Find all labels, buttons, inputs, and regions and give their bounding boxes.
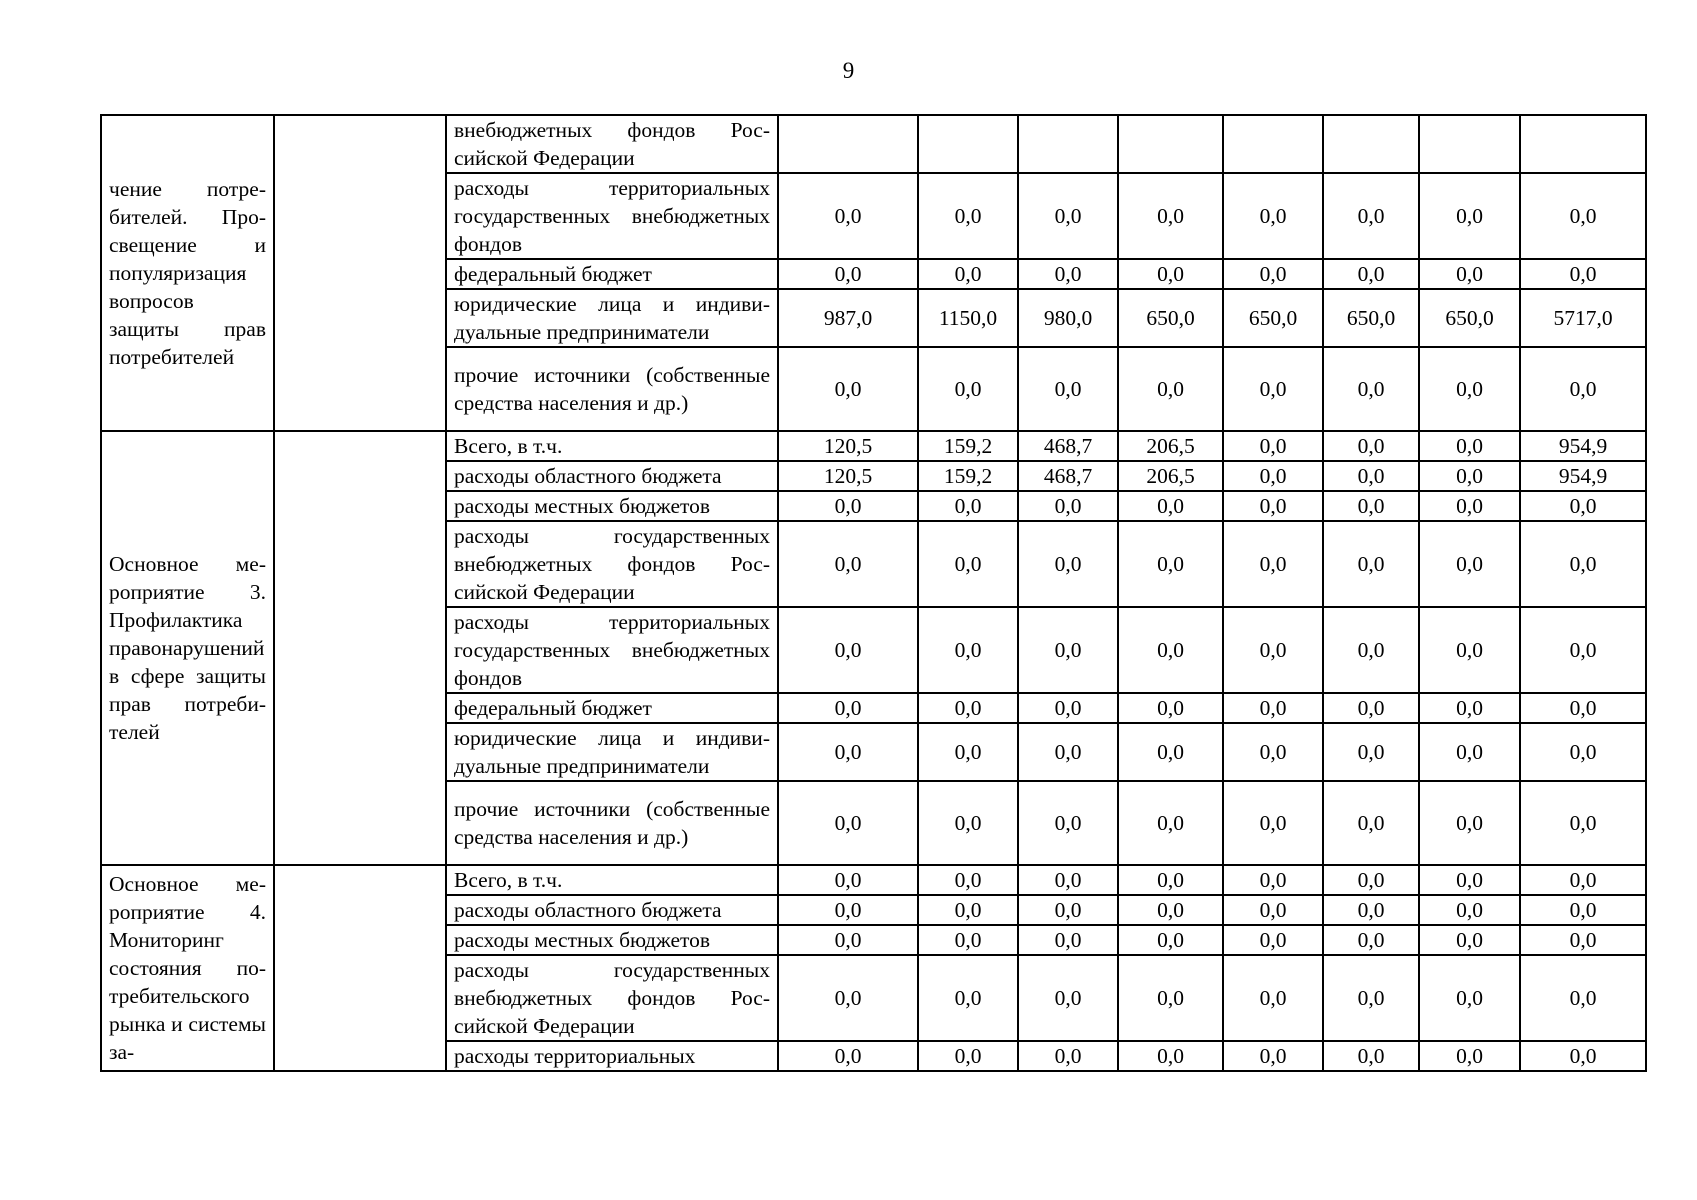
value-cell: 0,0	[1419, 865, 1520, 895]
value-cell: 0,0	[1419, 693, 1520, 723]
value-cell: 0,0	[918, 491, 1018, 521]
value-cell: 0,0	[1118, 173, 1223, 259]
value-cell: 0,0	[1118, 1041, 1223, 1071]
value-cell: 0,0	[778, 521, 918, 607]
funding-source-cell: расходы государственных внебюджетных фондов Российской Федерации	[446, 521, 778, 607]
value-cell: 0,0	[918, 607, 1018, 693]
value-cell	[918, 115, 1018, 173]
value-cell: 0,0	[778, 347, 918, 431]
value-cell: 0,0	[1223, 347, 1323, 431]
value-cell: 0,0	[1323, 925, 1419, 955]
executor-cell	[274, 865, 446, 1071]
funding-source-cell: юридические лица и индивидуальные предприниматели	[446, 723, 778, 781]
value-cell: 0,0	[778, 723, 918, 781]
activity-cell: Основное мероприятие 3. Профилактика правонарушений в сфере защиты прав потребителей	[101, 431, 274, 865]
value-cell: 0,0	[1118, 607, 1223, 693]
value-cell: 0,0	[1018, 925, 1118, 955]
funding-source-cell: расходы областного бюджета	[446, 895, 778, 925]
value-cell: 0,0	[778, 895, 918, 925]
value-cell: 954,9	[1520, 461, 1646, 491]
value-cell: 0,0	[1323, 461, 1419, 491]
value-cell: 987,0	[778, 289, 918, 347]
value-cell: 0,0	[1323, 491, 1419, 521]
value-cell: 0,0	[1419, 259, 1520, 289]
executor-cell	[274, 115, 446, 431]
value-cell: 0,0	[918, 521, 1018, 607]
value-cell: 0,0	[778, 259, 918, 289]
value-cell: 0,0	[1419, 1041, 1520, 1071]
value-cell: 0,0	[1520, 347, 1646, 431]
value-cell: 0,0	[1520, 693, 1646, 723]
value-cell: 0,0	[1520, 781, 1646, 865]
funding-source-cell: расходы территориальных	[446, 1041, 778, 1071]
value-cell: 0,0	[1520, 259, 1646, 289]
page-number: 9	[842, 58, 855, 83]
value-cell: 0,0	[1018, 955, 1118, 1041]
value-cell: 0,0	[1419, 461, 1520, 491]
value-cell: 0,0	[1520, 895, 1646, 925]
value-cell	[1018, 115, 1118, 173]
value-cell: 954,9	[1520, 431, 1646, 461]
value-cell: 0,0	[1323, 607, 1419, 693]
activity-cell: чение потребителей. Просвещение и популяризация вопросов защиты прав потребителей	[101, 115, 274, 431]
value-cell: 0,0	[1223, 461, 1323, 491]
value-cell: 0,0	[1118, 895, 1223, 925]
value-cell: 0,0	[1520, 723, 1646, 781]
value-cell: 0,0	[1018, 173, 1118, 259]
value-cell: 0,0	[1223, 925, 1323, 955]
funding-source-cell: прочие источники (собственные средства населения и др.)	[446, 347, 778, 431]
value-cell: 0,0	[1223, 491, 1323, 521]
value-cell: 0,0	[778, 955, 918, 1041]
value-cell: 0,0	[778, 173, 918, 259]
value-cell: 0,0	[1520, 955, 1646, 1041]
activity-cell: Основное мероприятие 4. Мониторинг состояния потребительского рынка и системы за-	[101, 865, 274, 1071]
value-cell: 0,0	[1520, 607, 1646, 693]
value-cell: 0,0	[918, 955, 1018, 1041]
value-cell: 206,5	[1118, 431, 1223, 461]
value-cell: 0,0	[1323, 865, 1419, 895]
value-cell: 0,0	[1419, 173, 1520, 259]
value-cell: 0,0	[1323, 723, 1419, 781]
value-cell: 0,0	[778, 693, 918, 723]
value-cell: 0,0	[1223, 895, 1323, 925]
value-cell	[1323, 115, 1419, 173]
value-cell: 0,0	[1118, 865, 1223, 895]
value-cell: 0,0	[1118, 955, 1223, 1041]
funding-source-cell: расходы государственных внебюджетных фондов Российской Федерации	[446, 955, 778, 1041]
value-cell: 468,7	[1018, 461, 1118, 491]
value-cell: 0,0	[1018, 781, 1118, 865]
value-cell: 0,0	[778, 491, 918, 521]
value-cell: 0,0	[1018, 491, 1118, 521]
value-cell: 0,0	[1118, 925, 1223, 955]
value-cell: 0,0	[1118, 259, 1223, 289]
value-cell: 0,0	[1018, 607, 1118, 693]
value-cell: 0,0	[1223, 521, 1323, 607]
table-row	[101, 431, 1646, 461]
funding-source-cell: Всего, в т.ч.	[446, 431, 778, 461]
value-cell: 0,0	[1223, 723, 1323, 781]
value-cell: 980,0	[1018, 289, 1118, 347]
value-cell: 0,0	[1118, 521, 1223, 607]
value-cell: 0,0	[1223, 1041, 1323, 1071]
value-cell: 159,2	[918, 431, 1018, 461]
value-cell: 0,0	[778, 925, 918, 955]
value-cell: 0,0	[1018, 895, 1118, 925]
value-cell: 0,0	[1323, 521, 1419, 607]
value-cell: 0,0	[1419, 607, 1520, 693]
value-cell: 0,0	[1223, 865, 1323, 895]
value-cell: 0,0	[918, 1041, 1018, 1071]
value-cell: 120,5	[778, 431, 918, 461]
value-cell: 120,5	[778, 461, 918, 491]
value-cell: 0,0	[1223, 955, 1323, 1041]
value-cell: 0,0	[1223, 259, 1323, 289]
value-cell: 0,0	[1018, 693, 1118, 723]
value-cell: 0,0	[1520, 865, 1646, 895]
value-cell: 0,0	[1323, 693, 1419, 723]
funding-source-cell: расходы областного бюджета	[446, 461, 778, 491]
value-cell: 0,0	[1018, 723, 1118, 781]
value-cell: 0,0	[1323, 431, 1419, 461]
value-cell	[1520, 115, 1646, 173]
value-cell: 0,0	[918, 173, 1018, 259]
value-cell: 206,5	[1118, 461, 1223, 491]
value-cell: 0,0	[1520, 173, 1646, 259]
funding-table	[100, 114, 1647, 1072]
value-cell: 0,0	[1520, 491, 1646, 521]
value-cell: 0,0	[1323, 955, 1419, 1041]
value-cell: 0,0	[1018, 521, 1118, 607]
value-cell: 0,0	[1520, 1041, 1646, 1071]
funding-source-cell: расходы местных бюджетов	[446, 925, 778, 955]
value-cell: 0,0	[1223, 693, 1323, 723]
value-cell: 0,0	[918, 781, 1018, 865]
table-body	[101, 115, 1646, 1071]
value-cell: 0,0	[1223, 431, 1323, 461]
funding-source-cell: Всего, в т.ч.	[446, 865, 778, 895]
value-cell: 0,0	[1018, 865, 1118, 895]
value-cell: 650,0	[1223, 289, 1323, 347]
value-cell: 159,2	[918, 461, 1018, 491]
value-cell: 0,0	[918, 347, 1018, 431]
value-cell: 0,0	[1223, 173, 1323, 259]
funding-source-cell: расходы территориальных государственных внебюджетных фондов	[446, 607, 778, 693]
value-cell: 0,0	[1419, 925, 1520, 955]
value-cell: 650,0	[1118, 289, 1223, 347]
table-row	[101, 865, 1646, 895]
value-cell: 0,0	[1419, 781, 1520, 865]
value-cell: 650,0	[1323, 289, 1419, 347]
executor-cell	[274, 431, 446, 865]
value-cell: 0,0	[1419, 491, 1520, 521]
value-cell	[1118, 115, 1223, 173]
value-cell: 0,0	[1520, 925, 1646, 955]
funding-source-cell: федеральный бюджет	[446, 693, 778, 723]
value-cell: 5717,0	[1520, 289, 1646, 347]
value-cell: 0,0	[1118, 491, 1223, 521]
value-cell: 0,0	[1223, 781, 1323, 865]
value-cell	[1419, 115, 1520, 173]
value-cell: 0,0	[778, 865, 918, 895]
value-cell: 0,0	[1419, 347, 1520, 431]
value-cell: 0,0	[778, 607, 918, 693]
value-cell: 0,0	[1323, 259, 1419, 289]
value-cell: 0,0	[1118, 693, 1223, 723]
funding-source-cell: юридические лица и индивидуальные предприниматели	[446, 289, 778, 347]
value-cell	[1223, 115, 1323, 173]
value-cell: 0,0	[918, 925, 1018, 955]
funding-source-cell: прочие источники (собственные средства населения и др.)	[446, 781, 778, 865]
value-cell: 0,0	[1018, 259, 1118, 289]
value-cell: 0,0	[1018, 1041, 1118, 1071]
value-cell: 0,0	[1118, 347, 1223, 431]
funding-source-cell: внебюджетных фондов Российской Федерации	[446, 115, 778, 173]
value-cell: 0,0	[1018, 347, 1118, 431]
value-cell: 1150,0	[918, 289, 1018, 347]
funding-source-cell: федеральный бюджет	[446, 259, 778, 289]
value-cell: 0,0	[1223, 607, 1323, 693]
value-cell: 0,0	[918, 865, 1018, 895]
value-cell: 0,0	[1419, 521, 1520, 607]
value-cell: 0,0	[1323, 347, 1419, 431]
value-cell: 0,0	[1520, 521, 1646, 607]
value-cell: 0,0	[1419, 431, 1520, 461]
value-cell: 468,7	[1018, 431, 1118, 461]
value-cell: 0,0	[1419, 955, 1520, 1041]
value-cell: 0,0	[1118, 723, 1223, 781]
value-cell: 0,0	[1419, 895, 1520, 925]
value-cell: 0,0	[778, 781, 918, 865]
funding-source-cell: расходы местных бюджетов	[446, 491, 778, 521]
value-cell: 0,0	[778, 1041, 918, 1071]
value-cell: 0,0	[1118, 781, 1223, 865]
value-cell: 0,0	[918, 723, 1018, 781]
table-row	[101, 115, 1646, 173]
value-cell: 0,0	[1323, 1041, 1419, 1071]
value-cell: 650,0	[1419, 289, 1520, 347]
value-cell: 0,0	[1323, 781, 1419, 865]
value-cell: 0,0	[918, 895, 1018, 925]
funding-source-cell: расходы территориальных государственных внебюджетных фондов	[446, 173, 778, 259]
value-cell: 0,0	[1323, 173, 1419, 259]
value-cell: 0,0	[918, 693, 1018, 723]
value-cell: 0,0	[918, 259, 1018, 289]
value-cell	[778, 115, 918, 173]
value-cell: 0,0	[1419, 723, 1520, 781]
value-cell: 0,0	[1323, 895, 1419, 925]
